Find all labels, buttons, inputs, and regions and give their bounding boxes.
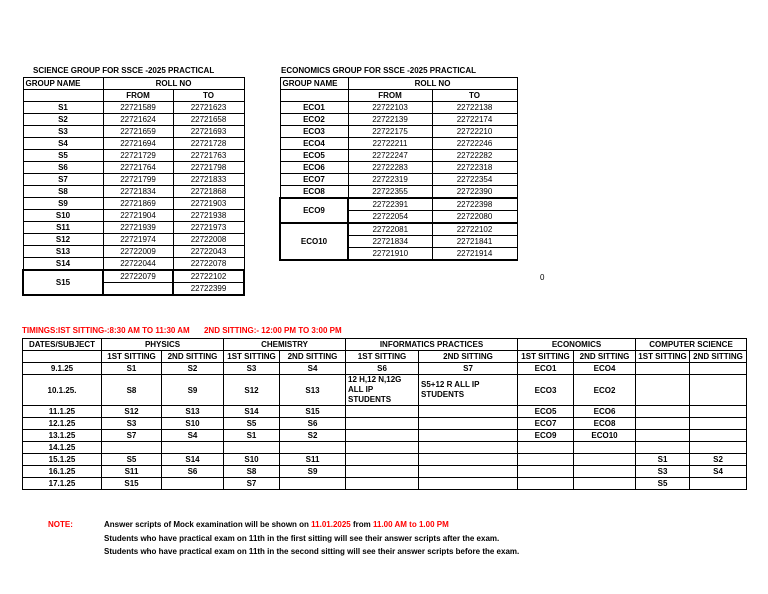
from-cell: 22721694 [103, 138, 173, 150]
economics-rows [280, 102, 517, 199]
to-cell: 22721833 [173, 174, 244, 186]
schedule-cell: S15 [102, 478, 162, 490]
schedule-cell [690, 363, 747, 375]
to-cell: 22722390 [432, 186, 517, 199]
schedule-cell: S11 [280, 454, 346, 466]
to-cell: 22722399 [173, 283, 244, 296]
schedule-cell: S2 [162, 363, 224, 375]
group-cell: ECO5 [280, 150, 348, 162]
table-row [23, 126, 244, 138]
schedule-cell [419, 454, 518, 466]
to-cell: 22722174 [432, 114, 517, 126]
from-cell: 22722103 [348, 102, 432, 114]
sitting-header: 1ST SITTING [346, 351, 419, 363]
sitting-header: 2ND SITTING [574, 351, 636, 363]
from-cell: 22722247 [348, 150, 432, 162]
table-row [23, 186, 244, 198]
group-cell: S8 [23, 186, 103, 198]
stray-zero-value: 0 [540, 273, 545, 282]
group-cell: ECO9 [280, 198, 348, 223]
to-cell: 22721728 [173, 138, 244, 150]
schedule-cell [574, 466, 636, 478]
note-mock-time: 11.00 AM to 1.00 PM [373, 520, 449, 529]
table-row [280, 102, 517, 114]
from-cell: 22722009 [103, 246, 173, 258]
to-cell: 22721868 [173, 186, 244, 198]
from-cell: 22721834 [103, 186, 173, 198]
subject-header-economics: ECONOMICS [518, 339, 636, 351]
schedule-cell [419, 442, 518, 454]
schedule-cell: ECO8 [574, 418, 636, 430]
sitting-header: 2ND SITTING [690, 351, 747, 363]
schedule-cell: S15 [280, 406, 346, 418]
table-row [23, 234, 244, 246]
sitting-header: 1ST SITTING [518, 351, 574, 363]
table-row [280, 174, 517, 186]
to-cell: 22722008 [173, 234, 244, 246]
schedule-cell [102, 442, 162, 454]
group-cell: S12 [23, 234, 103, 246]
schedule-cell [346, 418, 419, 430]
schedule-cell: S11 [102, 466, 162, 478]
date-cell: 16.1.25 [23, 466, 102, 478]
group-cell: S11 [23, 222, 103, 234]
group-name-header: GROUP NAME [23, 78, 103, 90]
schedule-cell: S1 [636, 454, 690, 466]
schedule-cell [636, 375, 690, 406]
to-cell: 22722398 [432, 198, 517, 211]
to-cell: 22721841 [432, 236, 517, 248]
from-cell: 22722391 [348, 198, 432, 211]
group-cell: ECO8 [280, 186, 348, 199]
schedule-cell: 12 H,12 N,12G ALL IP STUDENTS [346, 375, 419, 406]
science-table-title: SCIENCE GROUP FOR SSCE -2025 PRACTICAL [33, 66, 215, 75]
schedule-cell: S8 [102, 375, 162, 406]
blank-cell [280, 90, 348, 102]
roll-no-header: ROLL NO [103, 78, 244, 90]
schedule-cell: S2 [690, 454, 747, 466]
schedule-cell: S7 [224, 478, 280, 490]
schedule-cell [518, 478, 574, 490]
schedule-cell [346, 430, 419, 442]
date-cell: 10.1.25. [23, 375, 102, 406]
schedule-cell: ECO9 [518, 430, 574, 442]
to-cell: 22722138 [432, 102, 517, 114]
from-cell: 22722355 [348, 186, 432, 199]
schedule-cell: S6 [346, 363, 419, 375]
to-cell: 22721973 [173, 222, 244, 234]
table-row [23, 246, 244, 258]
from-cell: 22722054 [348, 211, 432, 224]
table-row [280, 162, 517, 174]
group-cell: S7 [23, 174, 103, 186]
from-cell: 22722079 [103, 270, 173, 283]
from-cell: 22722081 [348, 223, 432, 236]
blank-cell [103, 283, 173, 296]
schedule-cell [419, 418, 518, 430]
group-cell: ECO4 [280, 138, 348, 150]
schedule-row [23, 363, 747, 375]
group-cell: S10 [23, 210, 103, 222]
from-cell: 22721729 [103, 150, 173, 162]
schedule-cell: S10 [224, 454, 280, 466]
schedule-cell [162, 442, 224, 454]
from-cell: 22721624 [103, 114, 173, 126]
schedule-cell: S5+12 R ALL IP STUDENTS [419, 375, 518, 406]
schedule-cell [419, 478, 518, 490]
practical-schedule-table [22, 338, 747, 490]
group-cell: S14 [23, 258, 103, 271]
schedule-row [23, 430, 747, 442]
schedule-cell: S7 [419, 363, 518, 375]
group-cell: S1 [23, 102, 103, 114]
second-sitting-timing: 2ND SITTING:- 12:00 PM TO 3:00 PM [203, 326, 342, 335]
science-group-table [22, 77, 245, 296]
timings-line [22, 326, 354, 335]
schedule-cell: S1 [224, 430, 280, 442]
schedule-cell [162, 478, 224, 490]
economics-table-title: ECONOMICS GROUP FOR SSCE -2025 PRACTICAL [281, 66, 476, 75]
date-cell: 12.1.25 [23, 418, 102, 430]
sitting-header: 2ND SITTING [162, 351, 224, 363]
to-cell: 22721938 [173, 210, 244, 222]
to-cell: 22722354 [432, 174, 517, 186]
schedule-cell: S4 [162, 430, 224, 442]
subject-header-chemistry: CHEMISTRY [224, 339, 346, 351]
table-row [23, 258, 244, 271]
from-cell: 22721910 [348, 248, 432, 261]
schedule-cell: S13 [162, 406, 224, 418]
note-line-1-text-b: from [350, 520, 373, 529]
schedule-row [23, 454, 747, 466]
date-cell: 9.1.25 [23, 363, 102, 375]
schedule-cell [574, 454, 636, 466]
note-label: NOTE: [48, 520, 73, 529]
schedule-row [23, 466, 747, 478]
group-cell: ECO10 [280, 223, 348, 260]
schedule-cell: ECO1 [518, 363, 574, 375]
first-sitting-timing: TIMINGS:IST SITTING-:8:30 AM TO 11:30 AM [22, 326, 190, 335]
schedule-cell [636, 418, 690, 430]
from-cell: 22722283 [348, 162, 432, 174]
table-row [23, 102, 244, 114]
note-mock-date: 11.01.2025 [311, 520, 351, 529]
to-cell: 22722078 [173, 258, 244, 271]
to-header: TO [173, 90, 244, 102]
sitting-header: 2ND SITTING [419, 351, 518, 363]
table-row [23, 138, 244, 150]
from-cell: 22721904 [103, 210, 173, 222]
schedule-cell [574, 478, 636, 490]
from-cell: 22721589 [103, 102, 173, 114]
schedule-cell: ECO6 [574, 406, 636, 418]
table-row [280, 126, 517, 138]
schedule-cell [346, 442, 419, 454]
schedule-cell [280, 442, 346, 454]
schedule-cell [346, 478, 419, 490]
group-name-header: GROUP NAME [280, 78, 348, 90]
to-cell: 22721693 [173, 126, 244, 138]
sitting-header: 2ND SITTING [280, 351, 346, 363]
table-row [23, 174, 244, 186]
to-cell: 22721763 [173, 150, 244, 162]
schedule-row [23, 478, 747, 490]
note-line-1 [104, 520, 449, 529]
group-cell: S4 [23, 138, 103, 150]
note-line-2: Students who have practical exam on 11th in the first sitting will see their answer scripts after the exam. [104, 534, 500, 543]
schedule-cell [346, 454, 419, 466]
group-cell: S6 [23, 162, 103, 174]
sitting-header: 1ST SITTING [636, 351, 690, 363]
blank-cell [23, 351, 102, 363]
schedule-cell: S7 [102, 430, 162, 442]
schedule-cell [636, 406, 690, 418]
schedule-cell: S2 [280, 430, 346, 442]
to-cell: 22721623 [173, 102, 244, 114]
to-cell: 22722080 [432, 211, 517, 224]
schedule-cell: S4 [280, 363, 346, 375]
to-cell: 22722318 [432, 162, 517, 174]
schedule-row [23, 442, 747, 454]
from-cell: 22721659 [103, 126, 173, 138]
from-cell: 22721834 [348, 236, 432, 248]
schedule-cell [280, 478, 346, 490]
sitting-header: 1ST SITTING [102, 351, 162, 363]
to-cell: 22721903 [173, 198, 244, 210]
schedule-cell: S4 [690, 466, 747, 478]
group-cell: ECO2 [280, 114, 348, 126]
group-cell: S13 [23, 246, 103, 258]
sitting-header: 1ST SITTING [224, 351, 280, 363]
date-cell: 17.1.25 [23, 478, 102, 490]
dates-subject-header: DATES/SUBJECT [23, 339, 102, 351]
date-cell: 11.1.25 [23, 406, 102, 418]
from-cell: 22721974 [103, 234, 173, 246]
table-row [280, 186, 517, 199]
to-cell: 22721914 [432, 248, 517, 261]
schedule-row [23, 418, 747, 430]
schedule-cell: S5 [636, 478, 690, 490]
group-cell: S9 [23, 198, 103, 210]
schedule-cell: S10 [162, 418, 224, 430]
schedule-cell: ECO10 [574, 430, 636, 442]
group-cell: ECO1 [280, 102, 348, 114]
schedule-cell: S3 [636, 466, 690, 478]
table-row [23, 210, 244, 222]
schedule-cell [419, 430, 518, 442]
sitting-header-row [23, 351, 747, 363]
to-cell: 22722102 [173, 270, 244, 283]
to-cell: 22722282 [432, 150, 517, 162]
from-cell: 22722319 [348, 174, 432, 186]
to-cell: 22722210 [432, 126, 517, 138]
schedule-cell: S14 [224, 406, 280, 418]
from-header: FROM [103, 90, 173, 102]
schedule-cell [419, 406, 518, 418]
science-rows [23, 102, 244, 271]
schedule-cell [636, 442, 690, 454]
schedule-cell [518, 442, 574, 454]
schedule-cell: S6 [280, 418, 346, 430]
schedule-cell [574, 442, 636, 454]
table-row [23, 222, 244, 234]
schedule-cell: S6 [162, 466, 224, 478]
group-cell: S5 [23, 150, 103, 162]
subject-header-computer-science: COMPUTER SCIENCE [636, 339, 747, 351]
from-cell: 22721869 [103, 198, 173, 210]
schedule-cell [518, 454, 574, 466]
schedule-cell [224, 442, 280, 454]
table-row [280, 138, 517, 150]
table-row [23, 198, 244, 210]
table-row [23, 162, 244, 174]
schedule-cell: S12 [102, 406, 162, 418]
group-cell: ECO6 [280, 162, 348, 174]
schedule-cell: S3 [102, 418, 162, 430]
blank-cell [23, 90, 103, 102]
table-row [23, 150, 244, 162]
note-line-1-text-a: Answer scripts of Mock examination will be shown on [104, 520, 312, 529]
schedule-cell [690, 406, 747, 418]
schedule-rows [23, 363, 747, 490]
to-cell: 22722043 [173, 246, 244, 258]
from-cell: 22722175 [348, 126, 432, 138]
from-cell: 22722139 [348, 114, 432, 126]
schedule-cell: S8 [224, 466, 280, 478]
schedule-cell: S1 [102, 363, 162, 375]
schedule-cell: ECO4 [574, 363, 636, 375]
group-cell: S15 [23, 270, 103, 295]
schedule-cell [636, 363, 690, 375]
note-line-3: Students who have practical exam on 11th in the second sitting will see their answer scripts before the exam. [104, 547, 520, 556]
group-cell: S2 [23, 114, 103, 126]
schedule-cell [690, 430, 747, 442]
schedule-cell [346, 406, 419, 418]
date-cell: 14.1.25 [23, 442, 102, 454]
schedule-cell: S3 [224, 363, 280, 375]
group-cell: S3 [23, 126, 103, 138]
to-cell: 22722102 [432, 223, 517, 236]
schedule-cell: S9 [162, 375, 224, 406]
schedule-cell [419, 466, 518, 478]
schedule-cell: S14 [162, 454, 224, 466]
from-header: FROM [348, 90, 432, 102]
to-cell: 22721658 [173, 114, 244, 126]
date-cell: 13.1.25 [23, 430, 102, 442]
schedule-cell [690, 375, 747, 406]
to-header: TO [432, 90, 517, 102]
from-cell: 22722211 [348, 138, 432, 150]
schedule-cell: S9 [280, 466, 346, 478]
schedule-cell: S5 [102, 454, 162, 466]
schedule-row [23, 406, 747, 418]
economics-group-table [279, 77, 518, 261]
schedule-cell: ECO7 [518, 418, 574, 430]
from-cell: 22721799 [103, 174, 173, 186]
from-cell: 22721939 [103, 222, 173, 234]
subject-header-physics: PHYSICS [102, 339, 224, 351]
to-cell: 22721798 [173, 162, 244, 174]
roll-no-header: ROLL NO [348, 78, 517, 90]
group-cell: ECO7 [280, 174, 348, 186]
table-row [23, 114, 244, 126]
schedule-cell [690, 442, 747, 454]
date-cell: 15.1.25 [23, 454, 102, 466]
schedule-cell [636, 430, 690, 442]
schedule-cell: ECO3 [518, 375, 574, 406]
to-cell: 22722246 [432, 138, 517, 150]
schedule-cell: ECO2 [574, 375, 636, 406]
group-cell: ECO3 [280, 126, 348, 138]
from-cell: 22722044 [103, 258, 173, 271]
schedule-cell: S12 [224, 375, 280, 406]
table-row [280, 150, 517, 162]
schedule-cell [518, 466, 574, 478]
from-cell: 22721764 [103, 162, 173, 174]
schedule-cell: S5 [224, 418, 280, 430]
schedule-cell: S13 [280, 375, 346, 406]
schedule-row [23, 375, 747, 406]
table-row [280, 114, 517, 126]
schedule-cell [690, 478, 747, 490]
schedule-cell [690, 418, 747, 430]
schedule-cell: ECO5 [518, 406, 574, 418]
subject-header-informatics-practices: INFORMATICS PRACTICES [346, 339, 518, 351]
schedule-cell [346, 466, 419, 478]
